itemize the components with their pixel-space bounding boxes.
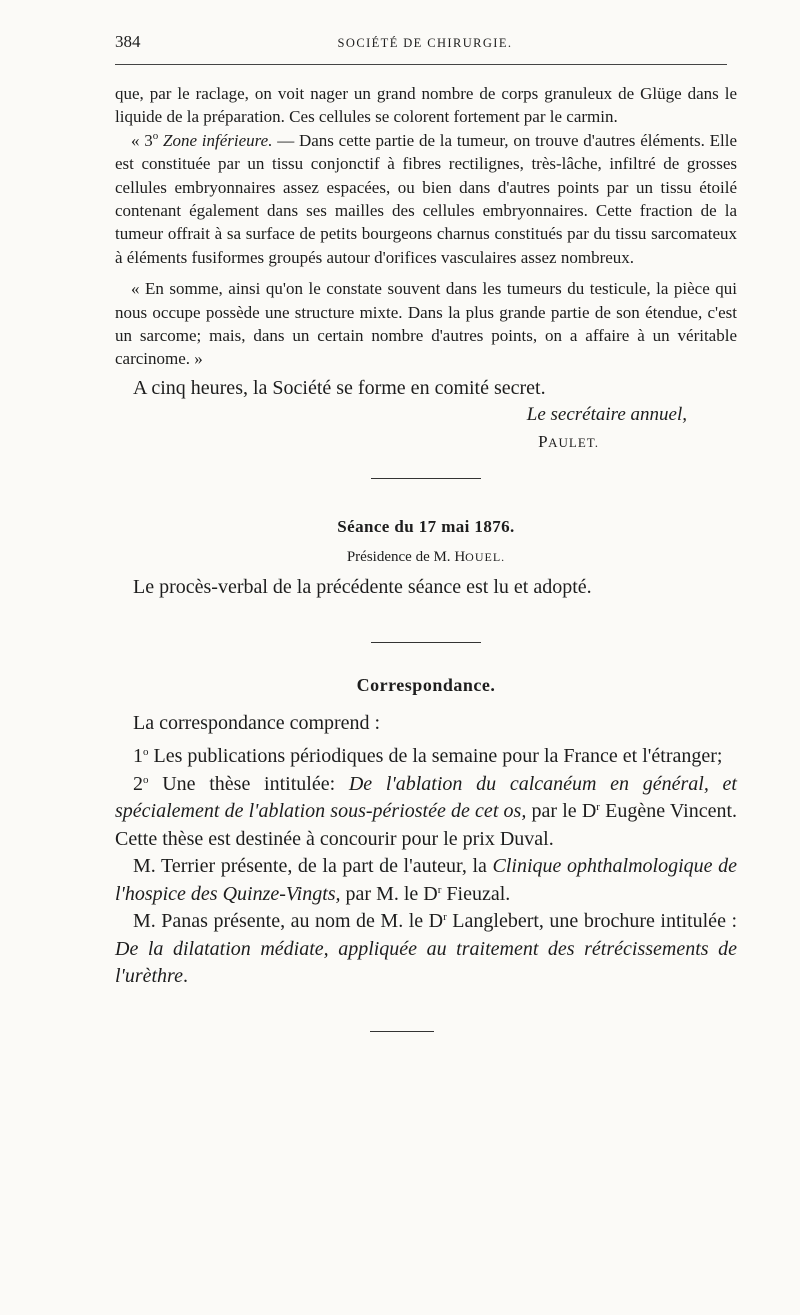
zone-prefix: « 3 <box>131 130 153 150</box>
panas-before: M. Panas présente, au nom de M. le D <box>133 910 444 933</box>
running-head: SOCIÉTÉ DE CHIRURGIE. <box>337 36 513 50</box>
body-text <box>115 82 737 1032</box>
report-paragraph-continued: que, par le raclage, on voit nager un grand nombre de corps granuleux de Glüge dans le liquide de la préparation. Ces cellules se colorent fortement par le carmin. <box>115 84 737 127</box>
page-number: 384 <box>115 32 141 51</box>
correspondence-item-1 <box>115 743 737 771</box>
panas-title: De la dilatation médiate, appliquée au traitement des rétrécissements de l'urèthre <box>115 937 737 988</box>
item2-num: 2 <box>133 772 143 795</box>
page-header <box>115 32 735 56</box>
correspondence-terrier <box>115 853 737 908</box>
terrier-before: M. Terrier présente, de la part de l'auteur, la <box>133 855 493 878</box>
item2-sup: o <box>143 773 149 786</box>
terrier-by: par M. le D <box>340 882 438 905</box>
item2-dr-sup: r <box>596 801 600 814</box>
item2-title: De l'ablation du calcanéum en général, et spécialement de l'ablation sous-périostée de cet os, <box>115 772 737 823</box>
secretary-rest: AULET. <box>548 435 599 451</box>
panas-dr-sup: r <box>443 911 447 924</box>
secretary-title: Le secrétaire annuel, <box>526 404 687 426</box>
item2-by: par le D <box>526 800 597 823</box>
panas-mid: Langlebert, une brochure intitulée : <box>446 910 738 933</box>
terrier-dr-sup: r <box>437 883 442 896</box>
session-minutes: Le procès-verbal de la précédente séance est lu et adopté. <box>133 576 592 599</box>
item1-num: 1 <box>133 745 143 768</box>
terrier-title: Clinique ophthalmologique de l'hospice des Quinze-Vingts, <box>115 855 738 905</box>
closing-text: A cinq heures, la Société se forme en comité secret. <box>133 376 546 399</box>
zone-label: Zone inférieure. <box>163 130 273 150</box>
terrier-after: Fieuzal. <box>441 882 511 905</box>
header-rule <box>115 64 727 65</box>
report-paragraph-zone <box>115 129 737 269</box>
section-divider <box>371 642 481 643</box>
presidency-rest: OUEL. <box>465 550 506 565</box>
session-presidency <box>115 549 737 566</box>
panas-end: . <box>182 965 188 988</box>
item2-after: Eugène Vincent. Cette thèse est destinée à concourir pour le prix Duval. <box>115 800 737 850</box>
item1-sup: o <box>143 746 149 759</box>
presidency-prefix: Présidence de M. <box>346 549 455 566</box>
presidency-initial: H <box>454 549 466 566</box>
correspondence-title: Correspondance. <box>356 674 496 695</box>
correspondence-intro: La correspondance comprend : <box>133 711 381 734</box>
secretary-name <box>115 432 737 452</box>
report-summary: « En somme, ainsi qu'on le constate souvent dans les tumeurs du testicule, la pièce qui nous occupe possède une structure mixte. Dans la plus grande partie de son étendue, c'est un sarcome; mais, dans un certain nombre d'autres points, on a affaire à un véritable carcinome. » <box>115 279 737 369</box>
correspondence-item-2 <box>115 771 737 854</box>
section-divider <box>370 1031 434 1032</box>
item2-before: Une thèse intitulée: <box>148 772 349 795</box>
session-title: Séance du 17 mai 1876. <box>337 517 515 537</box>
item1-text: Les publications périodiques de la semaine pour la France et l'étranger; <box>148 745 723 768</box>
correspondence-panas <box>115 908 737 991</box>
zone-sup: o <box>152 129 159 142</box>
section-divider <box>371 478 481 479</box>
secretary-initial: P <box>538 432 549 452</box>
zone-text: — Dans cette partie de la tumeur, on trouve d'autres éléments. Elle est constituée par un tissu conjonctif à fibres rectilignes, très-lâche, infiltré de grosses cellules embryonnaires assez espacées, ou bien dans d'autres points par un tissu étoilé contenant également dans ses mailles des cellules embryonnaires. Cette fraction de la tumeur offrait à sa surface de petits bourgeons charnus constitués par du tissu sarcomateux à éléments fusiformes groupés autour d'orifices vasculaires assez nombreux. <box>115 130 738 267</box>
